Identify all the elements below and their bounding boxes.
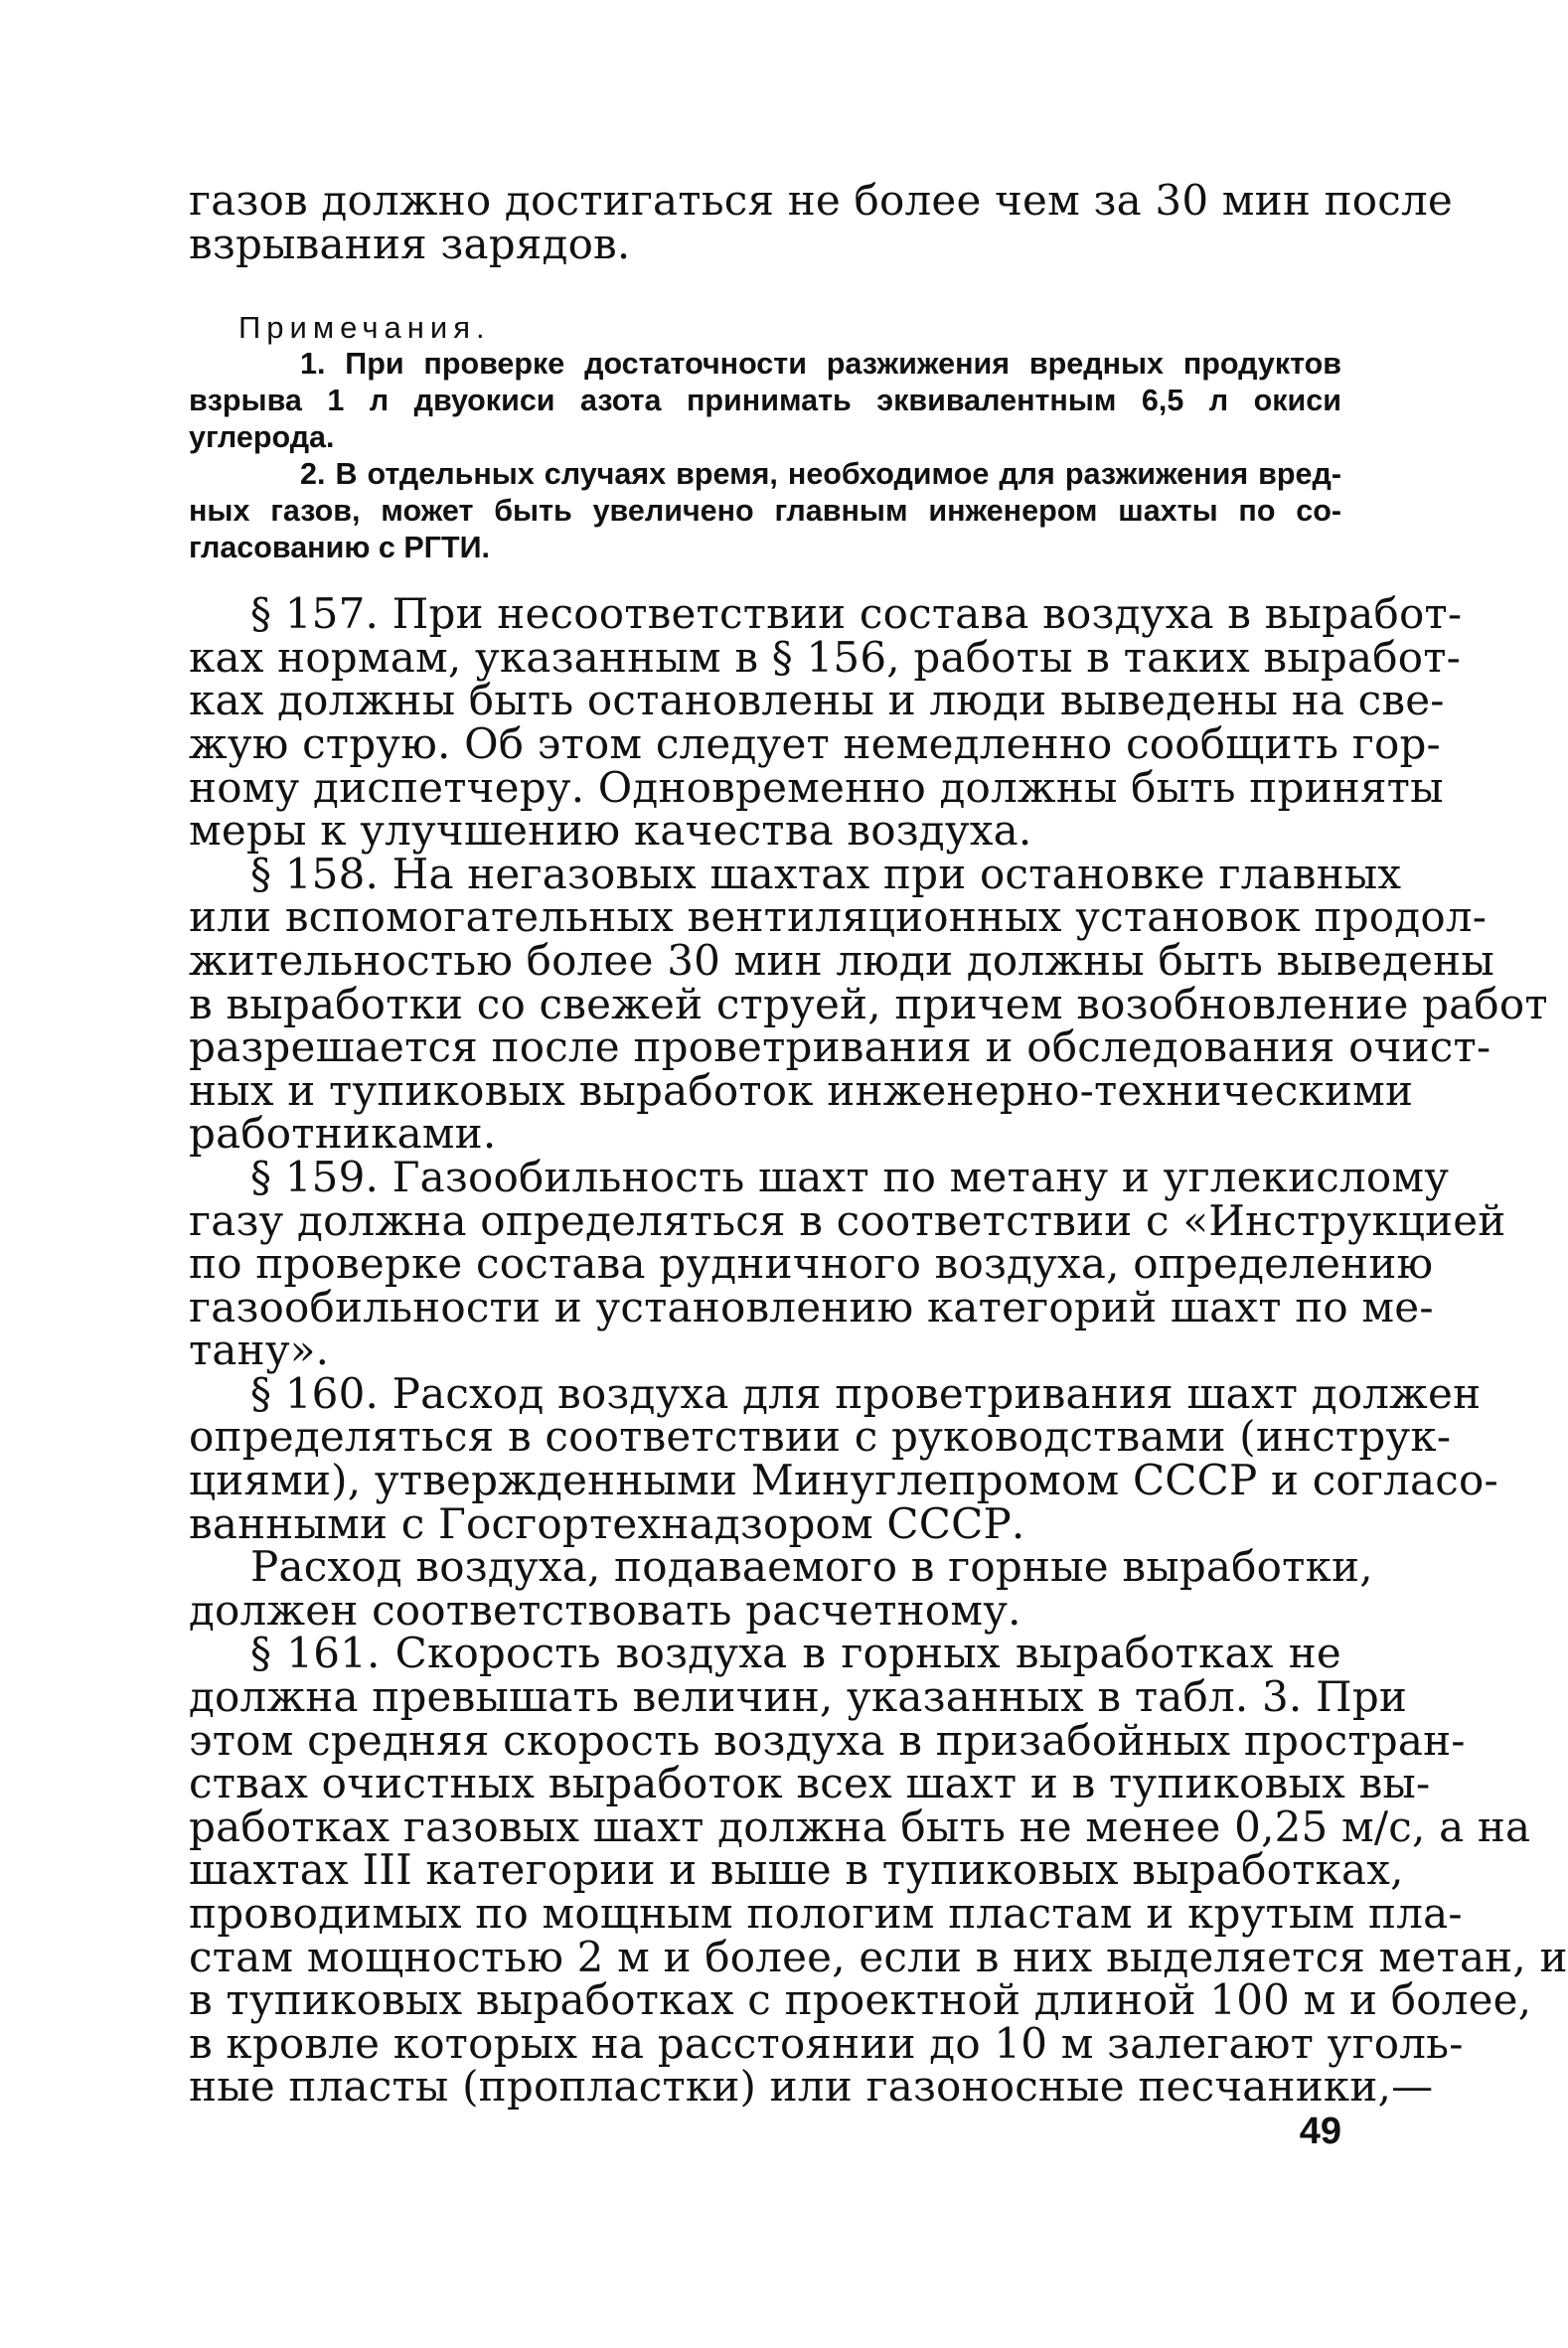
text-line: должна превышать величин, указанных в табл. 3. При xyxy=(189,1672,1408,1722)
text-line: шахтах III категории и выше в тупиковых выработках, xyxy=(189,1845,1404,1895)
text-line: ванными с Госгортехнадзором СССР. xyxy=(189,1498,1025,1548)
text-line: проводимых по мощным пологим пластам и крутым пла- xyxy=(189,1889,1463,1938)
note-line: взрыва 1 л двуокиси азота принимать эквивалентным 6,5 л окиси xyxy=(189,384,1341,418)
text-line: жую струю. Об этом следует немедленно сообщить гор- xyxy=(189,718,1441,768)
paragraph-161 xyxy=(189,1629,1568,2112)
text-line: взрывания зарядов. xyxy=(189,219,631,268)
notes-block xyxy=(189,309,1341,566)
paragraph-160-continued xyxy=(189,1542,1373,1635)
text-line: стам мощностью 2 м и более, если в них выделяется метан, и xyxy=(189,1932,1568,1981)
note-line: 1. При проверке достаточности разжижения вредных продуктов xyxy=(300,347,1341,382)
text-line: газу должна определяться в соответствии с «Инструкцией xyxy=(189,1195,1506,1245)
text-line: разрешается после проветривания и обследования очист- xyxy=(189,1022,1491,1072)
text-line: определяться в соответствии с руководствами (инструк- xyxy=(189,1412,1452,1462)
text-line: § 159. Газообильность шахт по метану и углекислому xyxy=(250,1152,1450,1201)
text-line: § 157. При несоответствии состава воздуха в выработ- xyxy=(250,589,1463,639)
note-line: ных газов, может быть увеличено главным инженером шахты по со- xyxy=(189,494,1341,529)
text-line: работниками. xyxy=(189,1109,497,1159)
page-text xyxy=(189,176,1568,2112)
text-line: Расход воздуха, подаваемого в горные выработки, xyxy=(250,1542,1373,1592)
text-line: в кровле которых на расстоянии до 10 м залегают уголь- xyxy=(189,2018,1464,2068)
notes-heading: Примечания. xyxy=(238,310,491,346)
text-line: газов должно достигаться не более чем за 30 мин после xyxy=(189,176,1453,225)
paragraph-157 xyxy=(189,589,1463,856)
text-line: меры к улучшению качества воздуха. xyxy=(189,806,1032,856)
text-line: в тупиковых выработках с проектной длиной 100 м и более, xyxy=(189,1975,1532,2025)
text-line: тану». xyxy=(189,1326,330,1375)
text-line: § 160. Расход воздуха для проветривания шахт должен xyxy=(250,1368,1482,1418)
paragraph-160 xyxy=(189,1368,1498,1548)
text-line: ствах очистных выработок всех шахт и в тупиковых вы- xyxy=(189,1759,1431,1808)
text-line: или вспомогательных вентиляционных установок продол- xyxy=(189,892,1488,942)
text-line: § 158. На негазовых шахтах при остановке главных xyxy=(250,849,1402,898)
text-line: жительностью более 30 мин люди должны быть выведены xyxy=(189,935,1494,985)
text-line: ках должны быть остановлены и люди выведены на све- xyxy=(189,676,1445,725)
text-line: § 161. Скорость воздуха в горных выработках не xyxy=(250,1629,1341,1678)
page-number: 49 xyxy=(1299,2111,1341,2152)
text-line: должен соответствовать расчетному. xyxy=(189,1585,1021,1635)
note-line: 2. В отдельных случаях время, необходимое для разжижения вред- xyxy=(300,457,1341,492)
text-line: в выработки со свежей струей, причем возобновление работ xyxy=(189,979,1548,1028)
text-line: ные пласты (пропластки) или газоносные песчаники,— xyxy=(189,2062,1434,2112)
text-line: ках нормам, указанным в § 156, работы в таких выработ- xyxy=(189,632,1462,682)
text-line: ных и тупиковых выработок инженерно-техническими xyxy=(189,1065,1414,1115)
intro-paragraph xyxy=(189,176,1453,268)
paragraph-158 xyxy=(189,849,1548,1159)
text-line: газообильности и установлению категорий шахт по ме- xyxy=(189,1282,1434,1331)
text-line: работках газовых шахт должна быть не менее 0,25 м/с, а на xyxy=(189,1801,1531,1851)
paragraph-159 xyxy=(189,1152,1506,1375)
note-line: углерода. xyxy=(189,420,335,455)
note-line: гласованию с РГТИ. xyxy=(189,531,490,565)
text-line: ному диспетчеру. Одновременно должны быть приняты xyxy=(189,762,1444,812)
text-line: по проверке состава рудничного воздуха, определению xyxy=(189,1239,1434,1289)
text-line: циями), утвержденными Минуглепромом СССР и согласо- xyxy=(189,1456,1498,1505)
text-line: этом средняя скорость воздуха в призабойных простран- xyxy=(189,1715,1466,1765)
